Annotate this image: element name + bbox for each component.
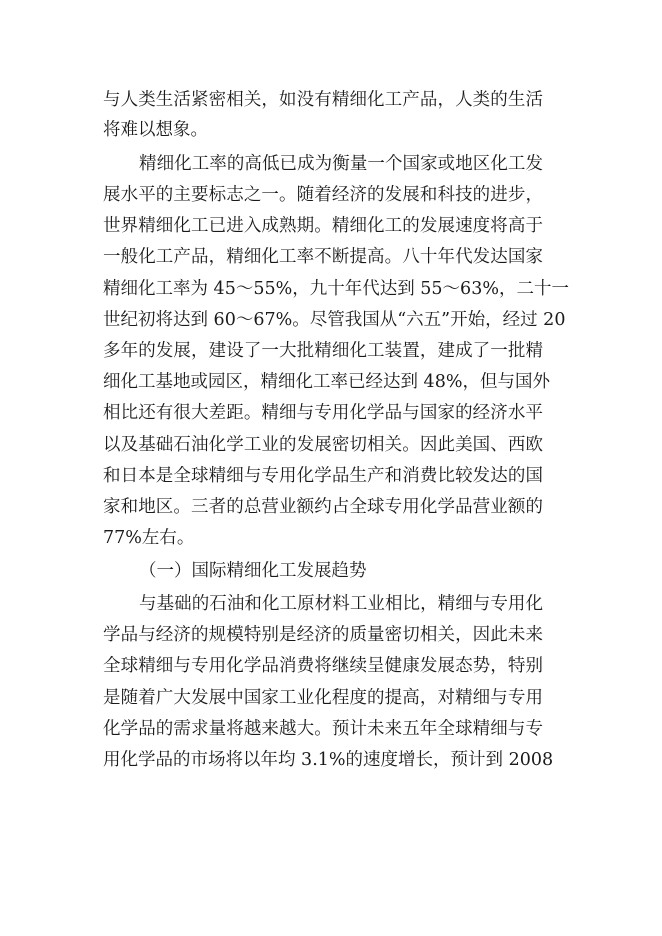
text-line: 相比还有很大差距。精细与专用化学品与国家的经济水平: [103, 403, 543, 423]
text-line: 是随着广大发展中国家工业化程度的提高，对精细与专用: [103, 688, 543, 708]
text-line: 世界精细化工已进入成熟期。精细化工的发展速度将高于: [103, 216, 543, 236]
text-line: 和日本是全球精细与专用化学品生产和消费比较发达的国: [103, 466, 543, 486]
text-line: 学品与经济的规模特别是经济的质量密切相关，因此未来: [103, 625, 543, 645]
text-line: 全球精细与专用化学品消费将继续呈健康发展态势，特别: [103, 656, 543, 676]
text-line: 世纪初将达到 60～67%。尽管我国从“六五”开始，经过 20: [103, 310, 566, 330]
text-line: 将难以想象。: [103, 120, 208, 140]
paragraph-first-line: 与基础的石油和化工原材料工业相比，精细与专用化: [139, 594, 543, 614]
text-line: 细化工基地或园区，精细化工率已经达到 48%，但与国外: [103, 372, 550, 392]
text-line: 用化学品的市场将以年均 3.1%的速度增长，预计到 2008: [103, 750, 554, 770]
text-line: 以及基础石油化学工业的发展密切相关。因此美国、西欧: [103, 435, 543, 455]
text-line: 77%左右。: [103, 528, 195, 548]
text-line: 精细化工率为 45～55%，九十年代达到 55～63%，二十一: [103, 279, 569, 299]
text-line: 多年的发展，建设了一大批精细化工装置，建成了一批精: [103, 341, 543, 361]
section-heading: （一）国际精细化工发展趋势: [139, 561, 367, 581]
text-line: 展水平的主要标志之一。随着经济的发展和科技的进步，: [103, 185, 543, 205]
text-line: 家和地区。三者的总营业额约占全球专用化学品营业额的: [103, 497, 543, 517]
text-line: 一般化工产品，精细化工率不断提高。八十年代发达国家: [103, 247, 543, 267]
text-line: 化学品的需求量将越来越大。预计未来五年全球精细与专: [103, 719, 543, 739]
text-line: 与人类生活紧密相关，如没有精细化工产品，人类的生活: [103, 90, 543, 110]
paragraph-first-line: 精细化工率的高低已成为衡量一个国家或地区化工发: [139, 154, 543, 174]
